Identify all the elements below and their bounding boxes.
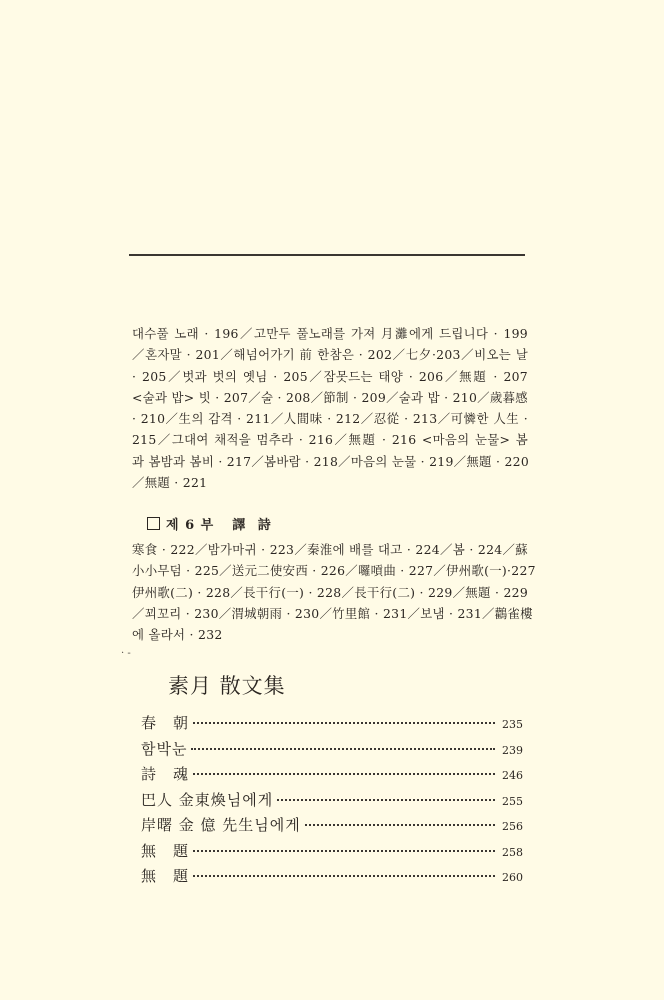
dot-leader [193, 773, 495, 775]
toc-entry [141, 840, 523, 866]
poem-index-block-part5 [132, 323, 528, 493]
poem-index-block-part6 [132, 539, 536, 645]
toc-entry-title: 無 題 [141, 867, 190, 885]
toc-entry [141, 865, 523, 891]
toc-entry-page: 246 [502, 769, 523, 782]
toc-entry-page: 239 [502, 743, 523, 757]
toc-entry-page: 256 [502, 820, 523, 833]
toc-entry-title: 無 題 [141, 841, 190, 860]
dot-leader [191, 748, 495, 750]
poem-index-line: 小小무덤 · 225／送元二使安西 · 226／囉嗊曲 · 227／伊州歌(一)·227 [132, 563, 536, 579]
stray-print-mark: · - [121, 648, 131, 659]
poem-index-line: ／혼자말 · 201／해넘어가기 前 한참은 · 202／七夕·203／비오는 날 [132, 347, 528, 363]
toc-entry-title: 詩 魂 [141, 765, 190, 783]
dot-leader [193, 875, 495, 877]
toc-entry-page: 258 [502, 845, 523, 859]
poem-index-line: <술과 밥> 빗 · 207／술 · 208／節制 · 209／술과 밥 · 210／歲暮感 [132, 389, 528, 405]
poem-index-line: ／無題 · 221 [132, 475, 208, 491]
poem-index-line: 에 올라서 · 232 [132, 627, 223, 643]
part-6-title: 譯 詩 [232, 518, 275, 533]
poem-index-line: 寒食 · 222／밤가마귀 · 223／秦淮에 배를 대고 · 224／봄 · 224／蘇 [132, 542, 528, 557]
toc-entry-title: 岸曙 金 億 先生님에게 [141, 816, 301, 834]
poem-index-line: ／꾀꼬리 · 230／渭城朝雨 · 230／竹里館 · 231／보냄 · 231／鸛雀樓 [132, 605, 533, 621]
toc-entry [141, 738, 523, 764]
dot-leader [277, 799, 495, 801]
poem-index-line: 과 봄밤과 봄비 · 217／봄바람 · 218／마음의 눈물 · 219／無題 · 220 [132, 453, 530, 469]
poem-index-line: 伊州歌(二) · 228／長干行(一) · 228／長干行(二) · 229／無題 · 229 [132, 584, 528, 600]
poem-index-line: 대수풀 노래 · 196／고만두 풀노래를 가져 月灘에게 드립니다 · 199 [132, 326, 528, 341]
toc-entry [141, 814, 523, 840]
toc-entry-page: 235 [502, 718, 523, 731]
toc-entry [141, 789, 523, 815]
poem-index-line: 215／그대여 채적을 멈추라 · 216／無題 · 216 <마음의 눈물> 봄 [132, 432, 528, 448]
toc-entry-title: 巴人 金東煥님에게 [141, 790, 274, 809]
dot-leader [193, 850, 495, 852]
prose-section-title: 素月 散文集 [168, 674, 286, 698]
toc-entry-page: 260 [502, 871, 523, 884]
section-divider-rule [129, 254, 525, 256]
prose-table-of-contents [141, 712, 523, 891]
toc-entry [141, 763, 523, 789]
part-6-label: 제 6 부 [166, 518, 215, 533]
toc-entry-title: 春 朝 [141, 714, 190, 732]
dot-leader [305, 824, 495, 826]
square-box-icon [147, 517, 160, 530]
poem-index-line: · 205／벗과 벗의 옛님 · 205／잠못드는 태양 · 206／無題 · 207 [132, 368, 528, 384]
dot-leader [193, 722, 495, 724]
toc-entry-page: 255 [502, 794, 523, 808]
toc-entry-title: 함박눈 [141, 739, 188, 758]
part-6-heading [147, 514, 275, 533]
poem-index-line: · 210／生의 감격 · 211／人間味 · 212／忍從 · 213／可憐한 人生 · [132, 411, 528, 427]
toc-entry [141, 712, 523, 738]
